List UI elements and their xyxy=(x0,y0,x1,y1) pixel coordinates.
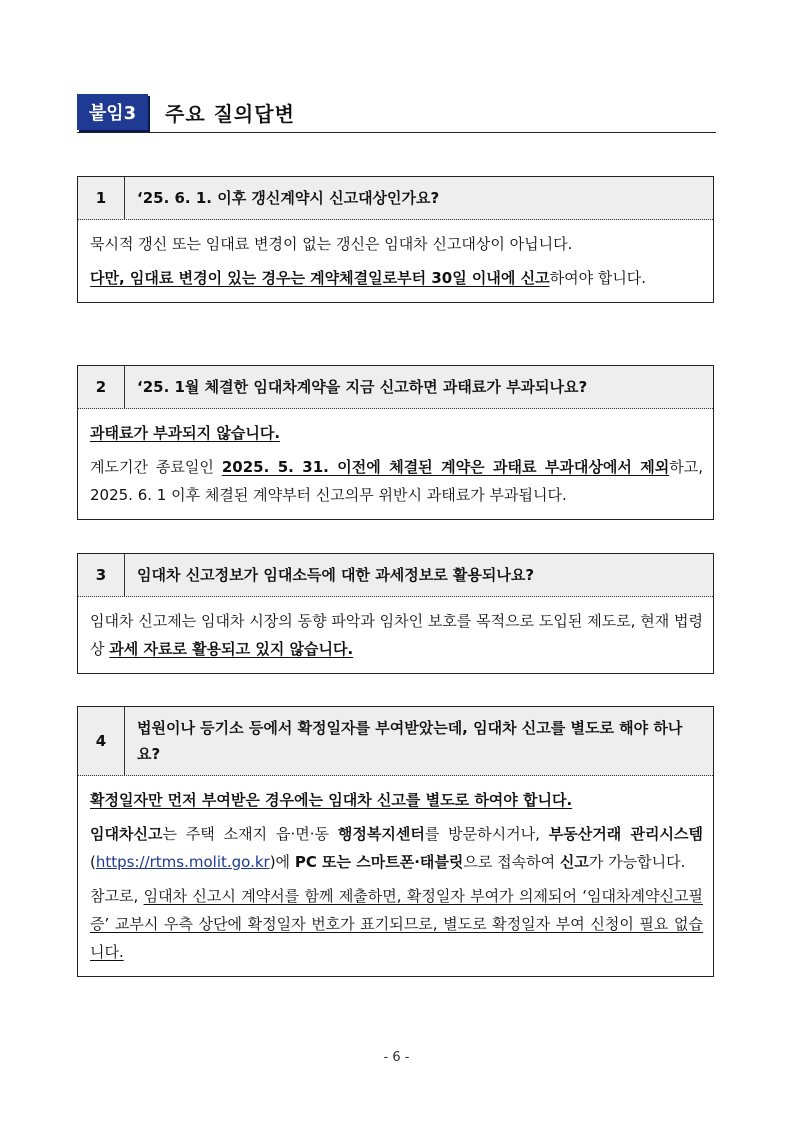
question-row xyxy=(78,177,713,220)
answer-bold: 신고 xyxy=(559,853,589,871)
question-number: 2 xyxy=(78,366,125,408)
answer-text: 하고, 2025. 6. 1 이후 체결된 계약부터 신고의무 위반시 과태료가 부과됩니다. xyxy=(90,458,703,504)
question-row xyxy=(78,707,713,776)
answer-underlined: 임대차 신고시 계약서를 함께 제출하면, 확정일자 부여가 의제되어 ‘임대차계약신고필증’ 교부시 우측 상단에 확정일자 번호가 표기되므로, 별도로 확정일자 부여 신청이 필요 없습니다. xyxy=(90,887,703,961)
question-number: 1 xyxy=(78,177,125,219)
section-heading xyxy=(77,94,716,133)
question-row xyxy=(78,366,713,409)
answer-emphasis: 다만, 임대료 변경이 있는 경우는 계약체결일로부터 30일 이내에 신고 xyxy=(90,269,550,287)
answer-paragraph xyxy=(90,786,703,814)
answer-bold: PC 또는 스마트폰·태블릿 xyxy=(294,853,464,871)
answer-paragraph xyxy=(90,230,703,258)
answer-emphasis: 과태료가 부과되지 않습니다. xyxy=(90,424,281,442)
section-title: 주요 질의답변 xyxy=(165,102,295,126)
qa-item-4 xyxy=(77,706,714,977)
answer-text: 묵시적 갱신 또는 임대료 변경이 없는 갱신은 임대차 신고대상이 아닙니다. xyxy=(90,235,573,253)
question-text: 임대차 신고정보가 임대소득에 대한 과세정보로 활용되나요? xyxy=(137,566,535,584)
answer-text: 임대차 신고제는 임대차 시장의 동향 파악과 임차인 보호를 목적으로 도입된 제도로, 현재 법령상 xyxy=(90,612,703,658)
qa-item-1 xyxy=(77,176,714,303)
answer-bold: 임대차신고 xyxy=(90,825,163,843)
question-number: 3 xyxy=(78,554,125,596)
answer-paragraph xyxy=(90,264,703,292)
answer-body xyxy=(78,597,713,673)
answer-text: 계도기간 종료일인 xyxy=(90,458,222,476)
answer-paragraph xyxy=(90,607,703,663)
rtms-link[interactable]: https://rtms.molit.go.kr xyxy=(95,853,270,871)
question-text: 법원이나 등기소 등에서 확정일자를 부여받았는데, 임대차 신고를 별도로 해야 하나요? xyxy=(137,719,683,763)
answer-text: 는 주택 소재지 읍·면·동 xyxy=(162,825,338,843)
qa-item-3 xyxy=(77,553,714,674)
answer-body xyxy=(78,220,713,302)
answer-emphasis: 확정일자만 먼저 부여받은 경우에는 임대차 신고를 별도로 하여야 합니다. xyxy=(90,791,573,809)
answer-paragraph xyxy=(90,882,703,966)
answer-text: 참고로, xyxy=(90,887,144,905)
answer-bold: 행정복지센터 xyxy=(337,825,425,843)
attachment-tag: 붙임3 xyxy=(77,94,148,130)
answer-body xyxy=(78,776,713,976)
answer-paragraph xyxy=(90,419,703,447)
answer-paragraph xyxy=(90,453,703,509)
answer-bold: 부동산거래 관리시스템 xyxy=(548,825,703,843)
question-row xyxy=(78,554,713,597)
question-number: 4 xyxy=(78,707,125,775)
question-text: ‘25. 1월 체결한 임대차계약을 지금 신고하면 과태료가 부과되나요? xyxy=(137,378,588,396)
answer-text: 으로 접속하여 xyxy=(463,853,560,871)
page-number: - 6 - xyxy=(383,1050,410,1065)
answer-paragraph xyxy=(90,820,703,876)
answer-emphasis: 2025. 5. 31. 이전에 체결된 계약은 과태료 부과대상에서 제외 xyxy=(221,458,670,476)
answer-body xyxy=(78,409,713,519)
answer-emphasis: 과세 자료로 활용되고 있지 않습니다. xyxy=(109,640,354,658)
answer-text: 하여야 합니다. xyxy=(549,269,647,287)
answer-text: 를 방문하시거나, xyxy=(424,825,549,843)
answer-text: 가 가능합니다. xyxy=(588,853,686,871)
answer-text: )에 xyxy=(269,853,295,871)
qa-item-2 xyxy=(77,365,714,520)
answer-text: ( xyxy=(90,853,96,871)
question-text: ‘25. 6. 1. 이후 갱신계약시 신고대상인가요? xyxy=(137,189,440,207)
